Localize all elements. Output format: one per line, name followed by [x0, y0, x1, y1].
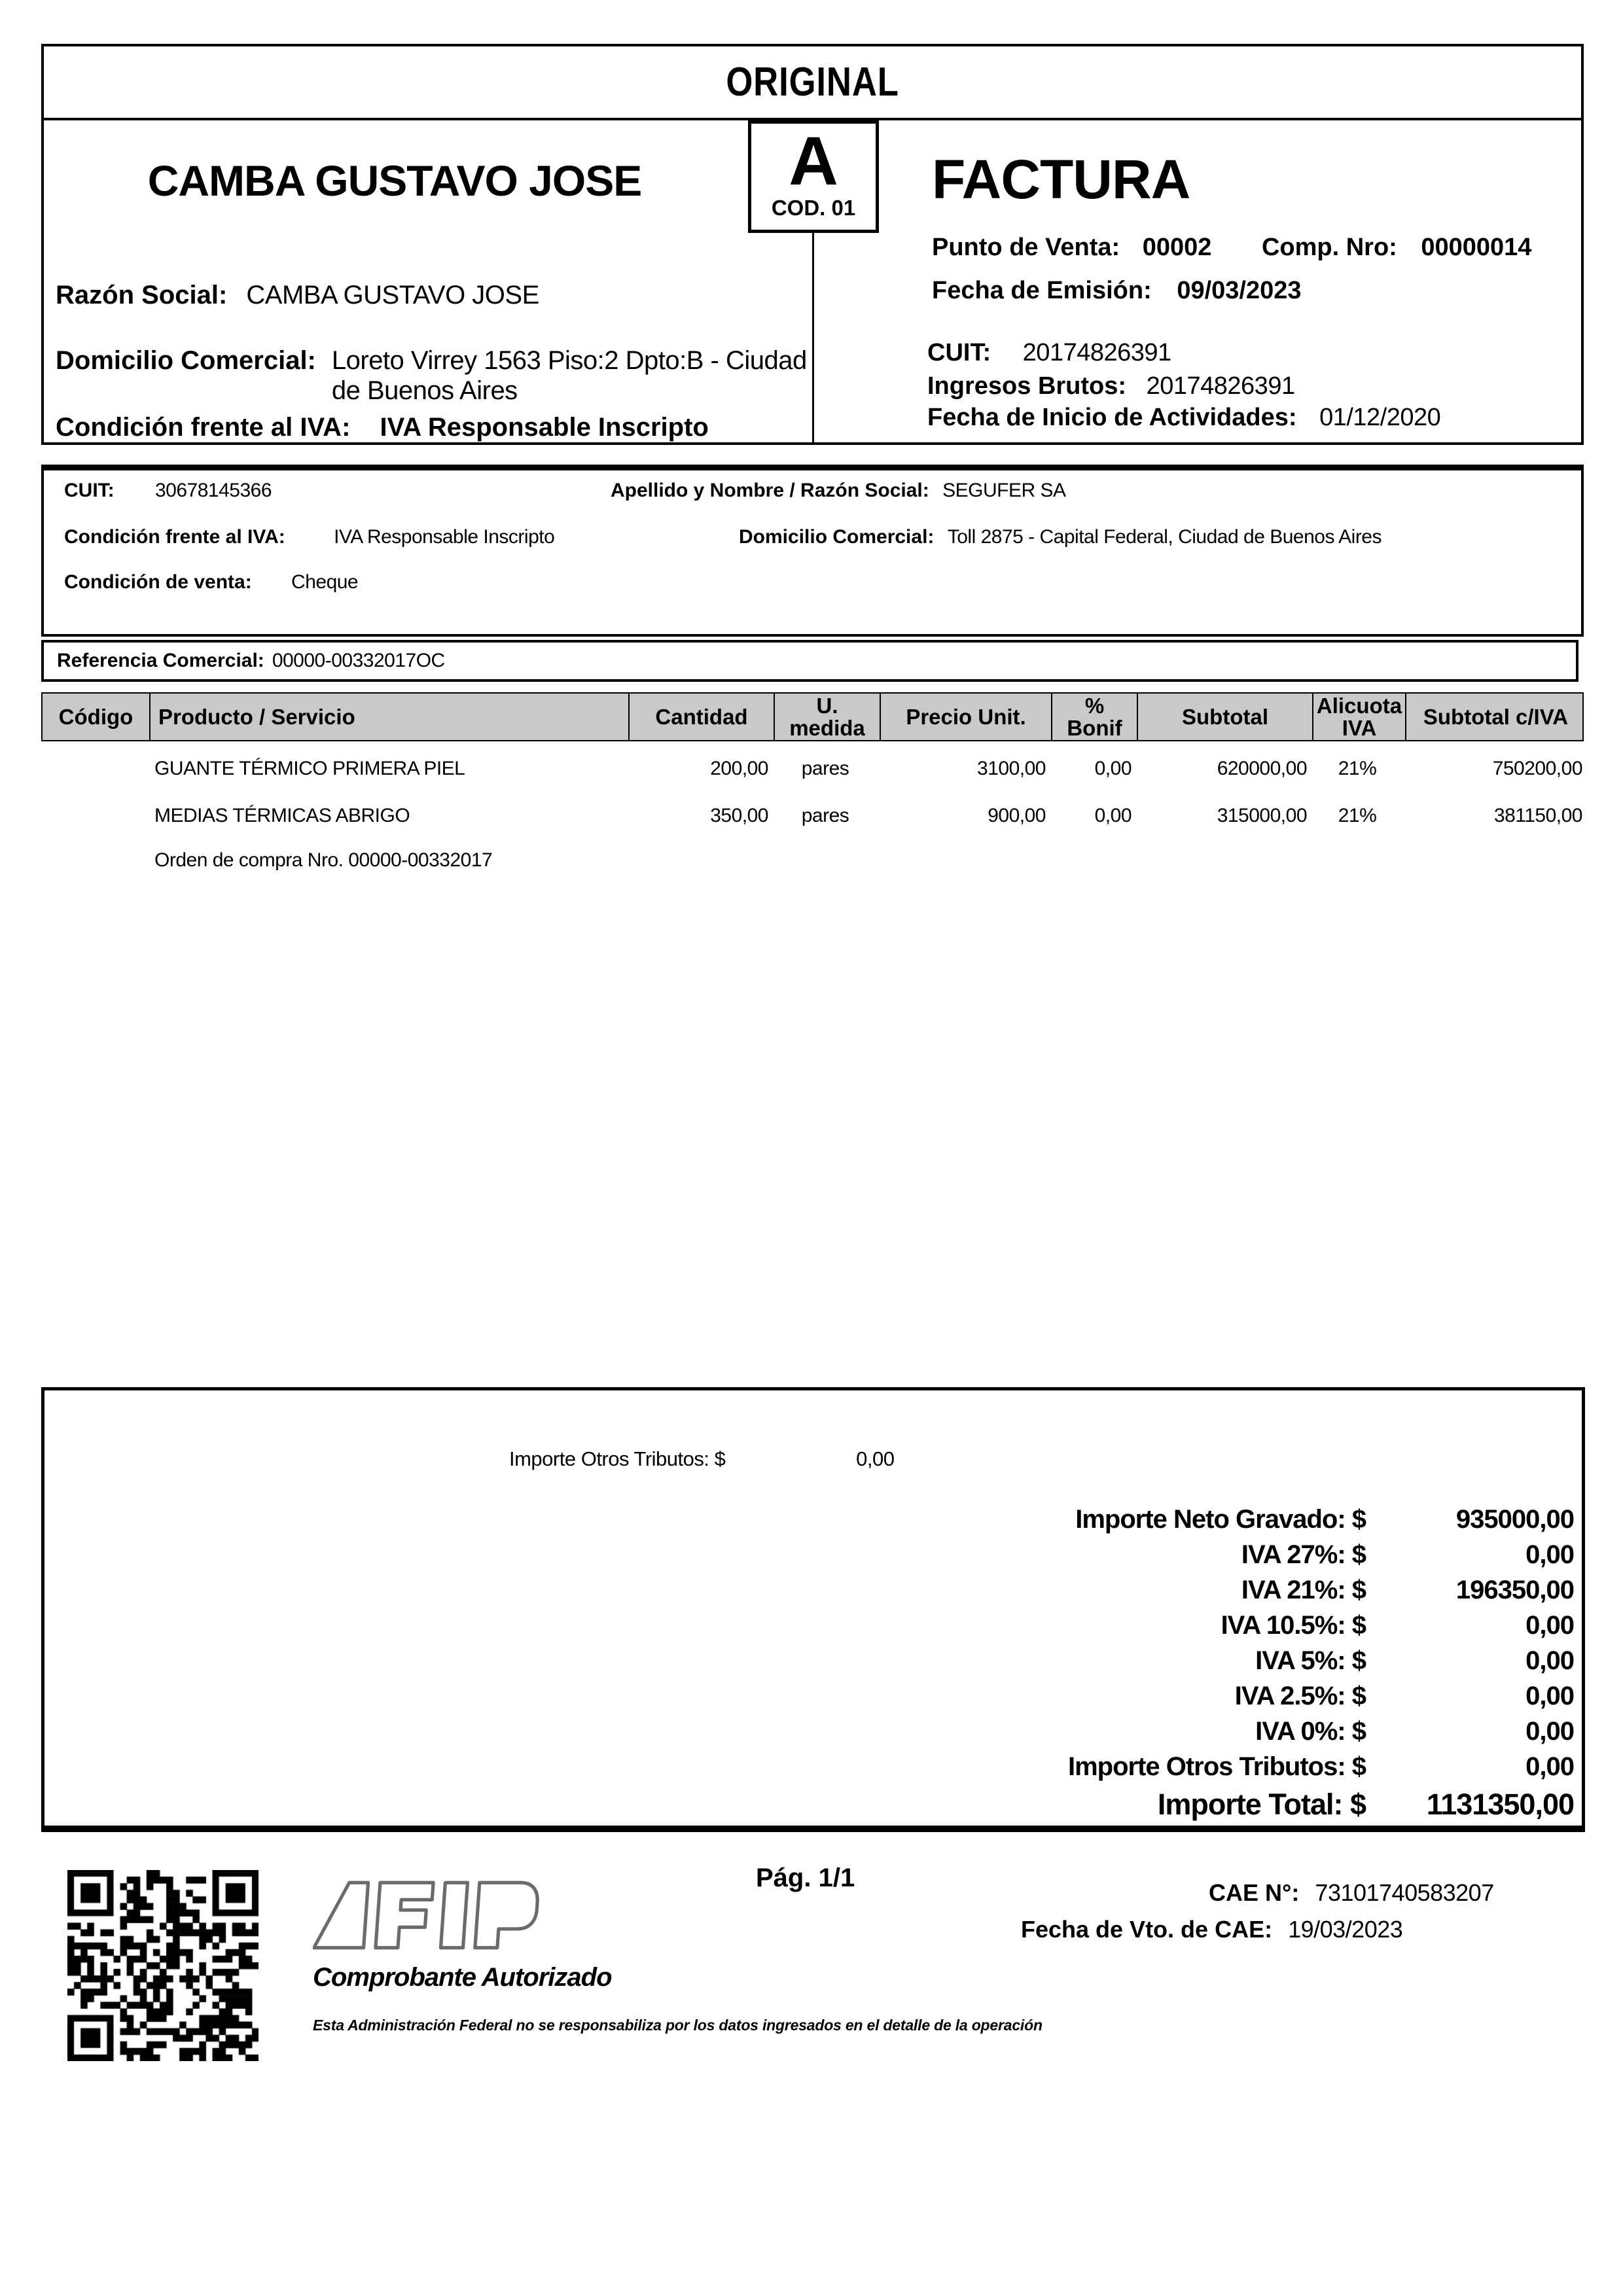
customer-cuit-label: CUIT:: [64, 480, 115, 501]
cae-vto-label: Fecha de Vto. de CAE:: [1021, 1916, 1273, 1943]
emitter-name: CAMBA GUSTAVO JOSE: [147, 156, 642, 205]
total-value: 196350,00: [1455, 1575, 1574, 1604]
other-taxes-inline-value: 0,00: [856, 1447, 895, 1470]
page-number: Pág. 1/1: [756, 1863, 855, 1892]
razon-social-value: CAMBA GUSTAVO JOSE: [246, 281, 539, 309]
item-cell: 350,00: [710, 805, 768, 826]
ingresos-brutos-value: 20174826391: [1146, 372, 1295, 400]
inicio-actividades-value: 01/12/2020: [1319, 404, 1441, 431]
total-row-final: [654, 1784, 1574, 1825]
commercial-reference-value: 00000-00332017OC: [272, 650, 445, 671]
item-cell: 200,00: [710, 758, 768, 779]
afip-disclaimer: Esta Administración Federal no se responsabiliza por los datos ingresados en el detalle de la operación: [313, 2017, 1043, 2034]
total-label: Importe Neto Gravado: $: [1075, 1504, 1366, 1534]
emitter-domicilio-label: Domicilio Comercial:: [56, 346, 316, 375]
items-table-header: [41, 692, 1584, 741]
customer-name-line: [611, 479, 1065, 503]
razon-social-line: [56, 280, 539, 310]
total-value: 0,00: [1525, 1646, 1574, 1675]
total-label: IVA 10.5%: $: [1221, 1610, 1366, 1640]
customer-condicion-venta-value: Cheque: [291, 571, 359, 593]
column-header-c-digo: Código: [58, 704, 134, 729]
total-label: IVA 27%: $: [1241, 1540, 1366, 1569]
total-row: [654, 1678, 1574, 1714]
item-cell: 0,00: [1094, 805, 1132, 826]
emitter-domicilio-line: [56, 345, 816, 406]
total-row: [654, 1608, 1574, 1643]
item-cell: 900,00: [988, 805, 1046, 826]
punto-venta-value: 00002: [1142, 234, 1212, 261]
punto-venta-line: [932, 233, 1531, 262]
total-value: 935000,00: [1455, 1504, 1574, 1534]
item-cell: [41, 758, 148, 780]
item-cell: 315000,00: [1217, 805, 1307, 826]
item-row: [41, 758, 1584, 780]
cae-vto-line: [1021, 1916, 1402, 1943]
total-label: Importe Total: $: [1157, 1788, 1366, 1821]
item-cell: 21%: [1338, 805, 1377, 826]
copy-type-banner: [41, 44, 1584, 120]
column-header-subtotal: Subtotal: [1137, 694, 1312, 740]
total-row: [654, 1643, 1574, 1678]
commercial-reference-label: Referencia Comercial:: [57, 650, 264, 671]
customer-cuit-line: [64, 479, 272, 503]
customer-domicilio-value: Toll 2875 - Capital Federal, Ciudad de Buenos Aires: [947, 526, 1382, 548]
total-label: IVA 2.5%: $: [1234, 1681, 1366, 1710]
emitter-condicion-iva-value: IVA Responsable Inscripto: [380, 413, 709, 442]
cae-vto-value: 19/03/2023: [1288, 1916, 1403, 1943]
total-row: [654, 1572, 1574, 1608]
total-row: [654, 1537, 1574, 1572]
cae-line: [1209, 1879, 1494, 1907]
item-cell: 620000,00: [1217, 758, 1307, 779]
item-cell: 0,00: [1094, 758, 1132, 779]
total-value: 0,00: [1525, 1610, 1574, 1640]
item-cell: [41, 805, 148, 827]
header-divider: [812, 233, 814, 442]
emitter-condicion-iva-label: Condición frente al IVA:: [56, 413, 351, 442]
razon-social-label: Razón Social:: [56, 281, 228, 309]
emitter-cuit-label: CUIT:: [927, 339, 991, 366]
cae-value: 73101740583207: [1315, 1879, 1494, 1906]
punto-venta-label: Punto de Venta:: [932, 234, 1120, 261]
item-cell: pares: [801, 805, 849, 826]
total-row: [654, 1749, 1574, 1784]
comp-nro-value: 00000014: [1421, 234, 1532, 261]
column-header-subtotal-c-iva: Subtotal c/IVA: [1405, 694, 1585, 740]
cae-label: CAE N°:: [1209, 1879, 1300, 1906]
total-row: [654, 1502, 1574, 1537]
inicio-actividades-line: [927, 403, 1440, 432]
total-label: IVA 21%: $: [1241, 1575, 1366, 1604]
purchase-order-note: Orden de compra Nro. 00000-00332017: [154, 849, 493, 871]
copy-type-label: ORIGINAL: [726, 60, 899, 105]
items-table-body: [41, 758, 1584, 827]
item-row: [41, 805, 1584, 827]
customer-condicion-venta-line: [64, 571, 358, 594]
emitter-cuit-value: 20174826391: [1022, 339, 1171, 366]
item-cell: 750200,00: [1492, 758, 1582, 779]
column-header-alicuota-iva: Alicuota IVA: [1312, 694, 1405, 740]
column-header-cantidad: Cantidad: [628, 694, 774, 740]
item-cell: pares: [801, 758, 849, 779]
fecha-emision-line: [932, 276, 1302, 305]
emitter-domicilio-value-line2: de Buenos Aires: [331, 376, 518, 405]
total-value: 0,00: [1525, 1681, 1574, 1710]
inicio-actividades-label: Fecha de Inicio de Actividades:: [927, 404, 1297, 431]
column-header-u-medida: U. medida: [774, 694, 880, 740]
total-label: IVA 0%: $: [1255, 1716, 1366, 1746]
total-label: IVA 5%: $: [1255, 1646, 1366, 1675]
totals-rows: [654, 1502, 1574, 1825]
document-type-title: FACTURA: [932, 149, 1190, 210]
fecha-emision-label: Fecha de Emisión:: [932, 277, 1152, 304]
total-value: 0,00: [1525, 1716, 1574, 1746]
item-cell: GUANTE TÉRMICO PRIMERA PIEL: [154, 758, 465, 779]
afip-logo-icon: [313, 1879, 563, 1951]
item-cell: 381150,00: [1493, 805, 1582, 826]
fecha-emision-value: 09/03/2023: [1177, 277, 1302, 304]
customer-condicion-iva-line: [64, 525, 554, 549]
customer-name-label: Apellido y Nombre / Razón Social:: [611, 480, 929, 501]
column-header-precio-unit-: Precio Unit.: [880, 694, 1051, 740]
item-cell: MEDIAS TÉRMICAS ABRIGO: [154, 805, 410, 826]
emitter-condicion-iva-line: [56, 412, 709, 442]
invoice-letter-box: [748, 120, 879, 233]
column-header-producto-servicio: Producto / Servicio: [149, 694, 628, 740]
item-cell: 21%: [1338, 758, 1377, 779]
total-row: [654, 1714, 1574, 1749]
total-value: 0,00: [1525, 1752, 1574, 1781]
ingresos-brutos-label: Ingresos Brutos:: [927, 372, 1127, 400]
other-taxes-inline-label: Importe Otros Tributos: $: [509, 1447, 726, 1470]
invoice-letter-code: COD. 01: [771, 196, 856, 220]
authorized-stamp: Comprobante Autorizado: [313, 1963, 612, 1992]
qr-code: [67, 1870, 259, 2061]
comp-nro-label: Comp. Nro:: [1261, 234, 1397, 261]
customer-condicion-venta-label: Condición de venta:: [64, 571, 252, 593]
total-value: 0,00: [1525, 1540, 1574, 1569]
column-header--bonif: % Bonif: [1051, 694, 1137, 740]
customer-cuit-value: 30678145366: [155, 480, 272, 501]
customer-condicion-iva-label: Condición frente al IVA:: [64, 526, 285, 548]
other-taxes-inline: [509, 1447, 894, 1471]
customer-name-value: SEGUFER SA: [942, 480, 1066, 501]
item-cell: 3100,00: [977, 758, 1046, 779]
emitter-domicilio-value-line1: Loreto Virrey 1563 Piso:2 Dpto:B - Ciudad: [331, 346, 807, 375]
total-value: 1131350,00: [1426, 1788, 1574, 1821]
customer-condicion-iva-value: IVA Responsable Inscripto: [334, 526, 555, 548]
total-label: Importe Otros Tributos: $: [1067, 1752, 1366, 1781]
emitter-cuit-line: [927, 338, 1171, 367]
commercial-reference-box: [41, 640, 1578, 682]
customer-domicilio-label: Domicilio Comercial:: [739, 526, 935, 548]
ingresos-brutos-line: [927, 372, 1295, 400]
invoice-letter: A: [789, 123, 838, 200]
customer-domicilio-line: [739, 525, 1382, 549]
